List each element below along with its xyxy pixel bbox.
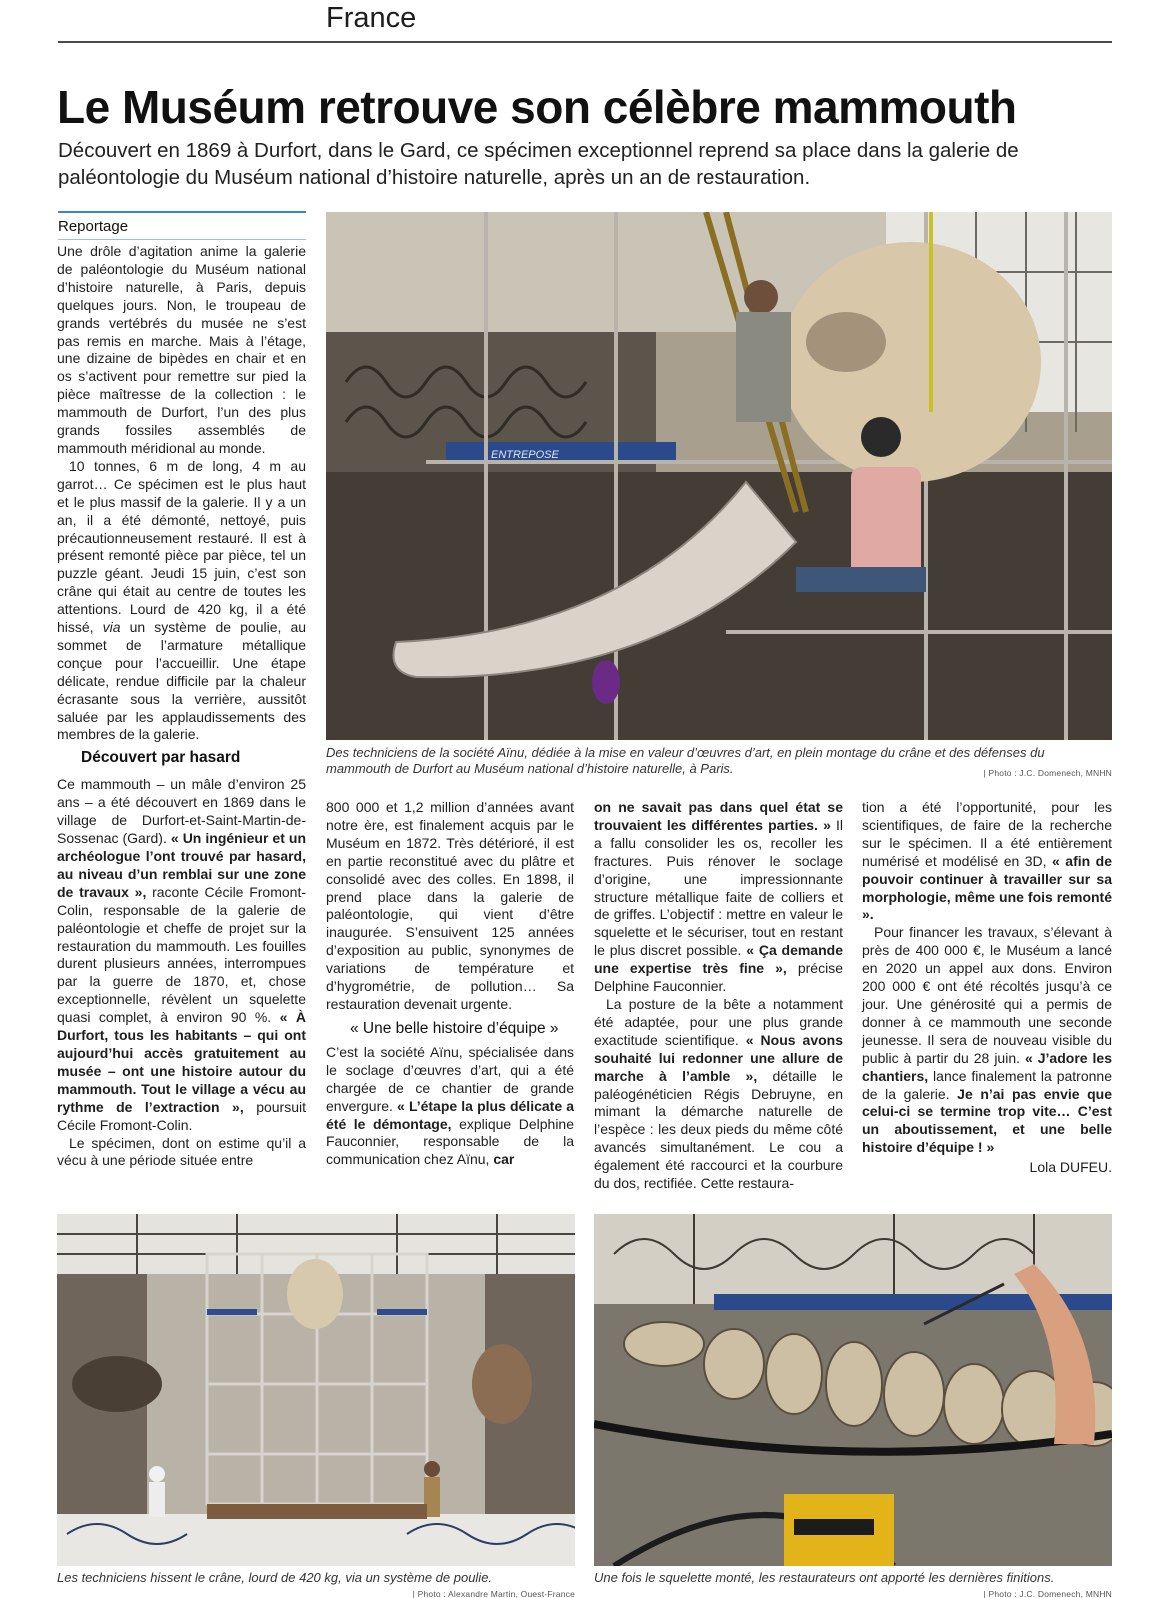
paragraph: 800 000 et 1,2 million d’années avant notre ère, est finalement acquis par le Muséum en 1872. Très détérioré, il est en partie reconstitué avec du plâtre et consolidé avec des colles. En 1898, il prend place dans la galerie de paléontologie, qui vient d’être inaugurée. S’ensuivent 125 années d’exposition au public, synonymes de variations de température et d’hygrométrie, de pollution… Sa restauration devenait urgente.	[326, 799, 574, 1012]
paragraph: 10 tonnes, 6 m de long, 4 m au garrot… Ce spécimen est le plus haut et le plus massif de la galerie. Il y a un an, il a été démonté, nettoyé, puis précautionneusement restauré. Il est à présent remonté pièce par pièce, tel un puzzle géant. Jeudi 15 juin, c’est son crâne qui était au centre de toutes les attentions. Lourd de 420 kg, il a été hissé, via un système de poulie, au sommet de l’armature métallique conçue pour l’accueillir. Une étape délicate, rendue difficile par la chaleur écrasante sous la verrière, aussitôt saluée par les applaudissements des membres de la galerie.	[57, 457, 307, 743]
top-divider	[58, 41, 1112, 43]
main-photo-caption: Des techniciens de la société Aïnu, dédiée à la mise en valeur d’œuvres d’art, en plein montage du crâne et des défenses du mammouth de Durfort au Muséum national d’histoire naturelle, à Paris.	[326, 745, 1045, 776]
section-title: France	[326, 2, 417, 34]
article-column-2	[326, 799, 574, 1169]
subheading: « Une belle histoire d’équipe »	[350, 1019, 559, 1037]
scaffold-label: ENTREPOSE	[491, 449, 559, 461]
paragraph: tion a été l’opportunité, pour les scientifiques, de faire de la recherche sur le spécimen. Il a été entièrement numérisé et modélisé en 3D, « afin de pouvoir continuer à travailler sur sa morphologie, même une fois remonté ».	[862, 799, 1113, 923]
main-photo-illustration	[326, 212, 1112, 740]
kicker-label: Reportage	[58, 218, 129, 235]
standfirst: Découvert en 1869 à Durfort, dans le Gard, ce spécimen exceptionnel reprend sa place dans la galerie de paléontologie du Muséum national d’histoire naturelle, après un an de restauration.	[58, 139, 1019, 189]
paragraph: Pour financer les travaux, s’élevant à près de 400 000 €, le Muséum a lancé en 2020 un appel aux dons. Environ 200 000 € ont été récoltés jusqu’à ce jour. Une générosité qui a permis de donner à ce mammouth une seconde jeunesse. Il sera de nouveau visible du public à partir du 28 juin. « J’adore les chantiers, lance finalement la patronne de la galerie. Je n’ai pas envie que celui-ci se termine trop vite… C’est un aboutissement, et une belle histoire d’équipe ! »	[862, 924, 1113, 1156]
main-photo-credit: | Photo : J.C. Domenech, MNHN	[983, 768, 1112, 778]
article-column-4	[862, 799, 1112, 1177]
bottom-left-photo-illustration	[57, 1214, 575, 1566]
author-signature: Lola DUFEU.	[1029, 1159, 1112, 1176]
bottom-right-credit: | Photo : J.C. Domenech, MNHN	[983, 1589, 1112, 1598]
subheading: Découvert par hasard	[81, 749, 241, 767]
article-column-1	[57, 243, 306, 1170]
paragraph: Ce mammouth – un mâle d’environ 25 ans – a été découvert en 1869 dans le village de Durfort-et-Saint-Martin-de-Sossenac (Gard). « Un ingénieur et un archéologue l’ont trouvé par hasard, au niveau d’un remblai sur une zone de travaux », raconte Cécile Fromont-Colin, responsable de la galerie de paléontologie et cheffe de projet sur la restauration du mammouth. Les fouilles durent plusieurs années, interrompues par la guerre de 1870, et, chose exceptionnelle, révèlent un squelette quasi complet, à environ 90 %. « À Durfort, tous les habitants – qui ont aujourd’hui accès gratuitement au musée – ont une histoire autour du mammouth. Tout le village a vécu au rythme de l’extraction », poursuit Cécile Fromont-Colin.	[57, 776, 307, 1133]
headline: Le Muséum retrouve son célèbre mammouth	[57, 81, 1017, 133]
bottom-left-caption: Les techniciens hissent le crâne, lourd de 420 kg, via un système de poulie.	[57, 1570, 493, 1585]
bottom-left-photo	[57, 1214, 575, 1566]
paragraph: Une drôle d’agitation anime la galerie de paléontologie du Muséum national d’histoire naturelle, à Paris, depuis quelques jours. Non, le troupeau de grands vertébrés du musée ne s’est pas remis en marche. Mais à l’étage, une dizaine de bipèdes en chair et en os s’activent pour remettre sur pied la pièce maîtresse de la collection : le mammouth de Durfort, l’un des plus grands fossiles assemblés de mammouth méridional au monde.	[57, 243, 306, 456]
paragraph: C’est la société Aïnu, spécialisée dans le soclage d’œuvres d’art, qui a été chargée de ce chantier de grande envergure. « L’étape la plus délicate a été le démontage, explique Delphine Fauconnier, responsable de la communication chez Aïnu, car	[326, 1043, 574, 1168]
bottom-right-photo-illustration	[594, 1214, 1112, 1566]
kicker-divider	[58, 211, 306, 213]
article-column-3	[594, 799, 843, 1193]
main-photo	[326, 212, 1112, 740]
bottom-right-caption: Une fois le squelette monté, les restaurateurs ont apporté les dernières finitions.	[594, 1570, 1055, 1585]
bottom-left-credit: | Photo : Alexandre Martin, Ouest-France	[412, 1589, 575, 1598]
kicker-underline	[58, 239, 306, 240]
paragraph: La posture de la bête a notamment été adaptée, pour une plus grande exactitude scientifique. « Nous avons souhaité lui redonner une allure de marche à l’amble », détaille le paléogénéticien Régis Debruyne, en mimant la démarche naturelle de l’espèce : les deux pieds du même côté avancés simultanément. Le cou a également été raccourci et la courbure du dos, rectifiée. Cette restaura-	[594, 995, 844, 1192]
bottom-right-photo	[594, 1214, 1112, 1566]
paragraph: on ne savait pas dans quel état se trouvaient les différentes parties. » Il a fallu consolider les os, recoller les fractures. Puis rénover le soclage d’origine, une impressionnante structure métallique faite de colliers et de griffes. L’objectif : mettre en valeur le squelette et le sécuriser, tout en restant le plus discret possible. « Ça demande une expertise très fine », précise Delphine Fauconnier.	[594, 799, 843, 995]
paragraph: Le spécimen, dont on estime qu’il a vécu à une période située entre	[57, 1134, 306, 1169]
